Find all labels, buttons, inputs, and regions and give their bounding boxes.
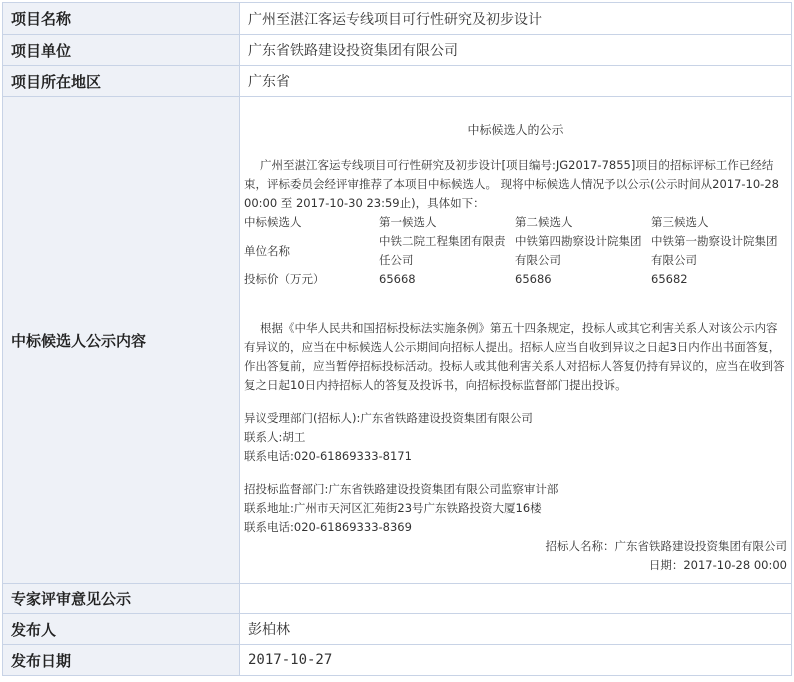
- label-project-region: 项目所在地区: [3, 66, 240, 97]
- label-candidates: 中标候选人公示内容: [3, 97, 240, 584]
- candidate-table: [244, 213, 787, 289]
- value-project-unit: 广东省铁路建设投资集团有限公司: [240, 35, 792, 66]
- tenderer-name: 招标人名称：广东省铁路建设投资集团有限公司: [545, 539, 787, 553]
- candidate-price: 65668: [379, 272, 416, 286]
- notice-title: 中标候选人的公示: [467, 123, 564, 137]
- row-project-name: [3, 3, 792, 35]
- objection-dept: 异议受理部门(招标人):广东省铁路建设投资集团有限公司: [244, 411, 533, 425]
- label-publish-date: 发布日期: [3, 645, 240, 676]
- notice-legal-paragraph: 根据《中华人民共和国招标投标法实施条例》第五十四条规定，投标人或其它利害关系人对该公示内容有异议的，应当在中标候选人公示期间向招标人提出。招标人应当自收到异议之日起3日内作出书面答复，作出答复前，应当暂停招标投标活动。投标人或其他利害关系人对招标人答复仍持有异议的，应当在收到答复之日起10日内持招标人的答复及投诉书，向招标投标监督部门提出投诉。: [244, 321, 785, 392]
- supervision-phone: 联系电话:020-61869333-8369: [244, 520, 412, 534]
- label-project-name: 项目名称: [3, 3, 240, 35]
- value-publisher: 彭柏林: [240, 614, 792, 645]
- value-project-name: 广州至湛江客运专线项目可行性研究及初步设计: [240, 3, 792, 35]
- supervision-dept: 招投标监督部门:广东省铁路建设投资集团有限公司监察审计部: [244, 482, 559, 496]
- value-expert-review: [240, 584, 792, 614]
- supervision-address: 联系地址:广州市天河区汇苑街23号广东铁路投资大厦16楼: [244, 501, 542, 515]
- candidate-unit-row: [244, 232, 787, 270]
- candidates-notice: [240, 97, 792, 584]
- value-publish-date: 2017-10-27: [240, 645, 792, 676]
- candidate-price: 65682: [651, 272, 688, 286]
- candidate-price-row: [244, 270, 787, 289]
- candidate-price: 65686: [515, 272, 552, 286]
- candidate-header: 第二候选人: [515, 215, 573, 229]
- row-project-region: [3, 66, 792, 97]
- notice-intro: 广州至湛江客运专线项目可行性研究及初步设计[项目编号:JG2017-7855]项目的招标评标工作已经结束，评标委员会经评审推荐了本项目中标候选人。 现将中标候选人情况予以公示(公示时间从2017-10-28 00:00 至 2017-10-30 23:59止)，具体如下：: [244, 158, 779, 210]
- label-publisher: 发布人: [3, 614, 240, 645]
- candidate-header-row: [244, 213, 787, 232]
- contact-phone: 联系电话:020-61869333-8171: [244, 449, 412, 463]
- value-project-region: 广东省: [240, 66, 792, 97]
- project-info-table: [2, 2, 792, 676]
- candidate-unit: 中铁第一勘察设计院集团有限公司: [651, 234, 778, 267]
- notice-date: 日期：2017-10-28 00:00: [648, 558, 787, 572]
- candidate-unit: 中铁第四勘察设计院集团有限公司: [515, 234, 642, 267]
- row-publish-date: [3, 645, 792, 676]
- candidate-unit: 中铁二院工程集团有限责任公司: [379, 234, 506, 267]
- candidate-header: 中标候选人: [244, 215, 302, 229]
- label-project-unit: 项目单位: [3, 35, 240, 66]
- row-project-unit: [3, 35, 792, 66]
- contact-person: 联系人:胡工: [244, 430, 306, 444]
- row-expert-review: [3, 584, 792, 614]
- label-expert-review: 专家评审意见公示: [3, 584, 240, 614]
- candidate-unit-label: 单位名称: [244, 243, 290, 258]
- candidate-header: 第一候选人: [379, 215, 437, 229]
- candidate-header: 第三候选人: [651, 215, 709, 229]
- row-publisher: [3, 614, 792, 645]
- row-candidates: [3, 97, 792, 584]
- candidate-price-label: 投标价（万元）: [244, 272, 325, 286]
